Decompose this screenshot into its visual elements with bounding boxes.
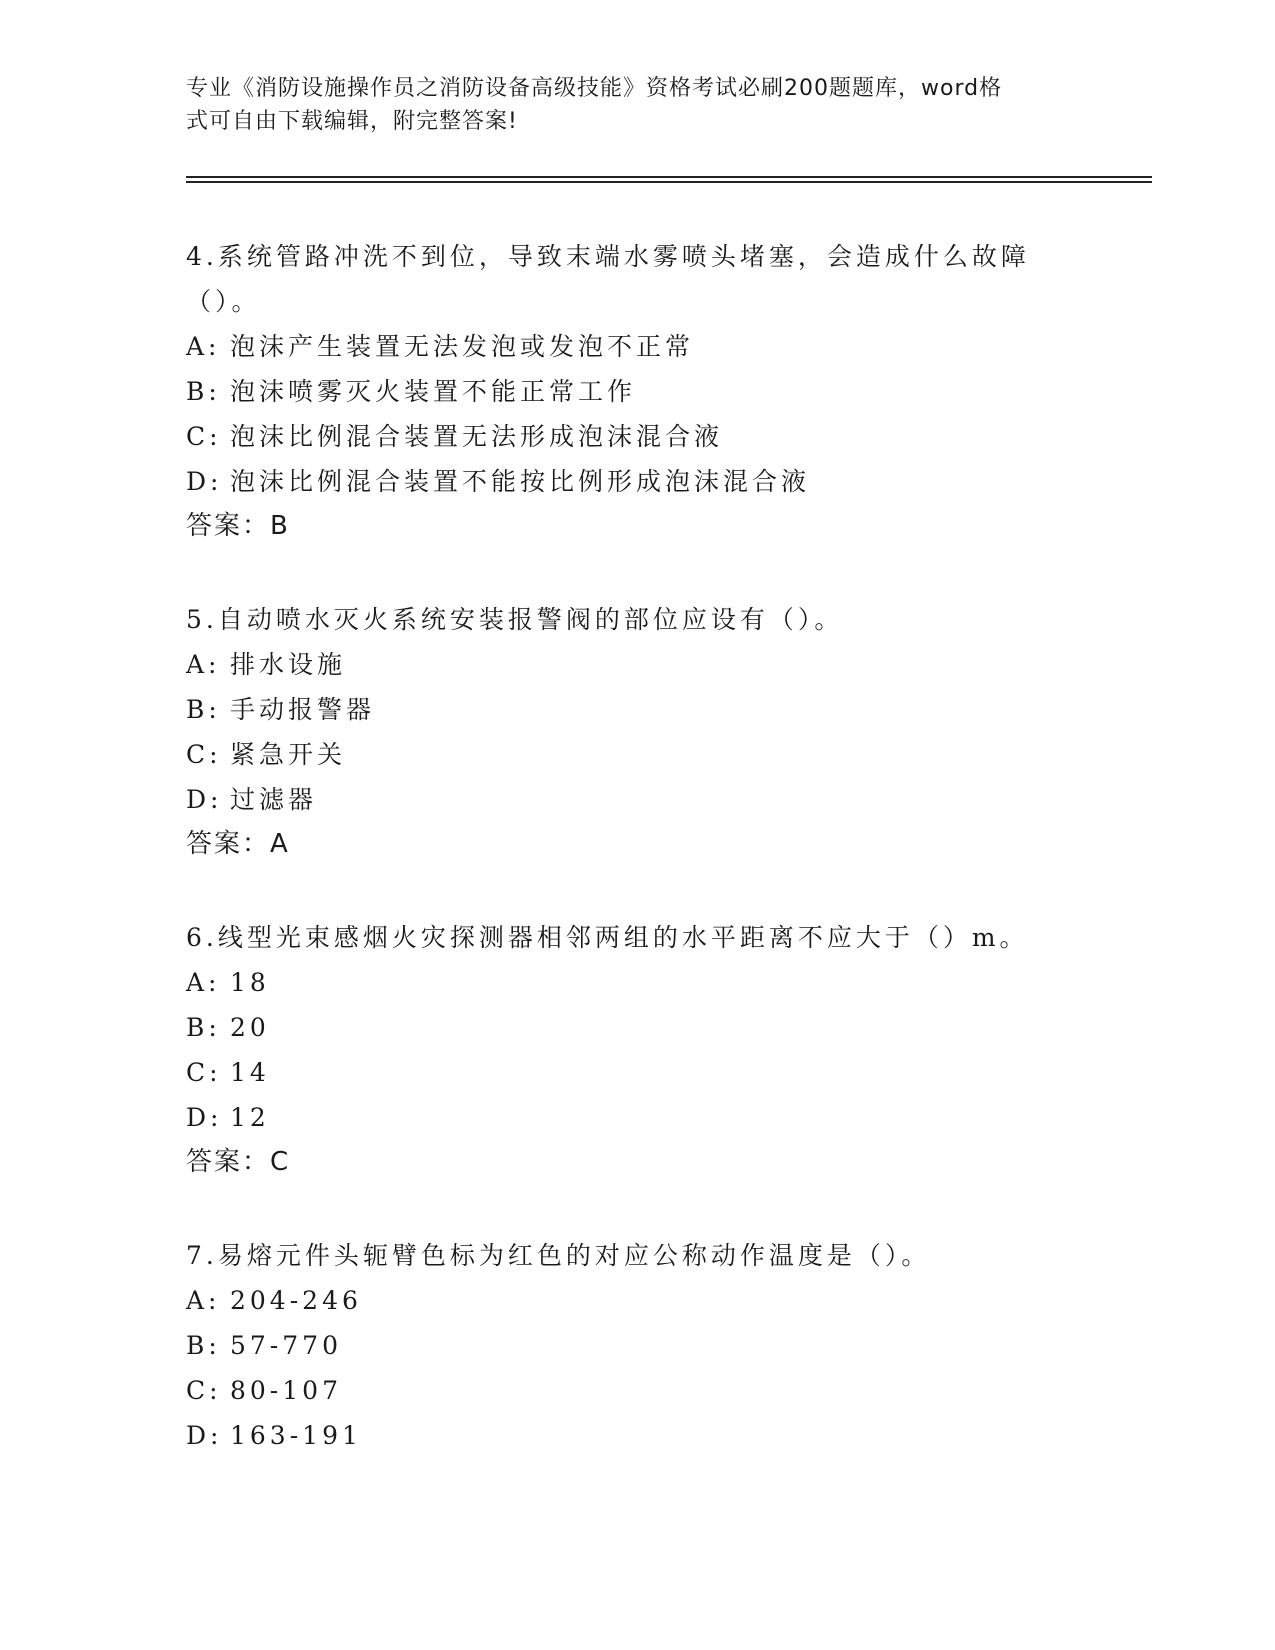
option-label: A: xyxy=(186,968,221,997)
option-b xyxy=(186,1005,1086,1050)
option-text: 泡沫喷雾灭火装置不能正常工作 xyxy=(230,377,637,406)
question-stem: 4.系统管路冲洗不到位，导致末端水雾喷头堵塞，会造成什么故障（）。 xyxy=(186,242,1030,316)
answer-prefix: 答案： xyxy=(186,829,271,859)
option-text: 57-770 xyxy=(230,1331,342,1360)
option-label: D: xyxy=(186,1421,223,1450)
question-block-6 xyxy=(186,915,1086,1185)
option-text: 泡沫产生装置无法发泡或发泡不正常 xyxy=(230,332,695,361)
option-text: 手动报警器 xyxy=(230,695,376,724)
option-c xyxy=(186,732,1086,777)
answer-line xyxy=(186,504,1086,549)
option-label: D: xyxy=(186,785,223,814)
option-label: C: xyxy=(186,1058,222,1087)
answer-value: C xyxy=(270,1147,291,1177)
option-b xyxy=(186,687,1086,732)
option-a xyxy=(186,1278,1086,1323)
option-d xyxy=(186,459,1086,504)
option-d xyxy=(186,1095,1086,1140)
option-label: A: xyxy=(186,650,221,679)
header-line-1: 专业《消防设施操作员之消防设备高级技能》资格考试必刷200题题库，word格 xyxy=(186,76,1003,101)
option-label: A: xyxy=(186,1286,221,1315)
option-text: 14 xyxy=(230,1058,270,1087)
header-divider-bottom xyxy=(186,181,1152,183)
option-label: C: xyxy=(186,740,222,769)
option-a xyxy=(186,642,1086,687)
option-text: 紧急开关 xyxy=(230,740,347,769)
answer-line xyxy=(186,1140,1086,1185)
option-a xyxy=(186,324,1086,369)
option-label: D: xyxy=(186,467,223,496)
option-c xyxy=(186,1050,1086,1095)
option-text: 20 xyxy=(230,1013,270,1042)
option-c xyxy=(186,414,1086,459)
option-text: 泡沫比例混合装置无法形成泡沫混合液 xyxy=(230,422,724,451)
header-line-2: 式可自由下载编辑，附完整答案! xyxy=(186,109,518,134)
answer-line xyxy=(186,822,1086,867)
option-text: 12 xyxy=(230,1103,270,1132)
option-d xyxy=(186,777,1086,822)
option-text: 泡沫比例混合装置不能按比例形成泡沫混合液 xyxy=(230,467,811,496)
option-label: D: xyxy=(186,1103,223,1132)
answer-prefix: 答案： xyxy=(186,511,271,541)
option-b xyxy=(186,1323,1086,1368)
question-stem: 6.线型光束感烟火灾探测器相邻两组的水平距离不应大于（）m。 xyxy=(186,923,1029,952)
option-d xyxy=(186,1413,1086,1458)
option-label: A: xyxy=(186,332,221,361)
question-block-7 xyxy=(186,1233,1086,1458)
option-a xyxy=(186,960,1086,1005)
option-c xyxy=(186,1368,1086,1413)
question-block-4 xyxy=(186,234,1086,549)
option-label: C: xyxy=(186,422,222,451)
option-label: B: xyxy=(186,695,221,724)
option-text: 80-107 xyxy=(230,1376,342,1405)
option-text: 163-191 xyxy=(230,1421,362,1450)
question-block-5 xyxy=(186,597,1086,867)
header-divider-top xyxy=(186,176,1152,178)
option-text: 排水设施 xyxy=(230,650,347,679)
option-b xyxy=(186,369,1086,414)
option-label: B: xyxy=(186,1013,221,1042)
option-text: 204-246 xyxy=(230,1286,362,1315)
answer-prefix: 答案： xyxy=(186,1147,271,1177)
question-stem: 5.自动喷水灭火系统安装报警阀的部位应设有（）。 xyxy=(186,605,844,634)
answer-value: B xyxy=(270,511,290,541)
question-stem: 7.易熔元件头轭臂色标为红色的对应公称动作温度是（）。 xyxy=(186,1241,931,1270)
option-label: C: xyxy=(186,1376,222,1405)
option-label: B: xyxy=(186,1331,221,1360)
option-text: 过滤器 xyxy=(230,785,318,814)
document-header xyxy=(186,72,1086,138)
option-label: B: xyxy=(186,377,221,406)
answer-value: A xyxy=(270,829,290,859)
option-text: 18 xyxy=(230,968,270,997)
